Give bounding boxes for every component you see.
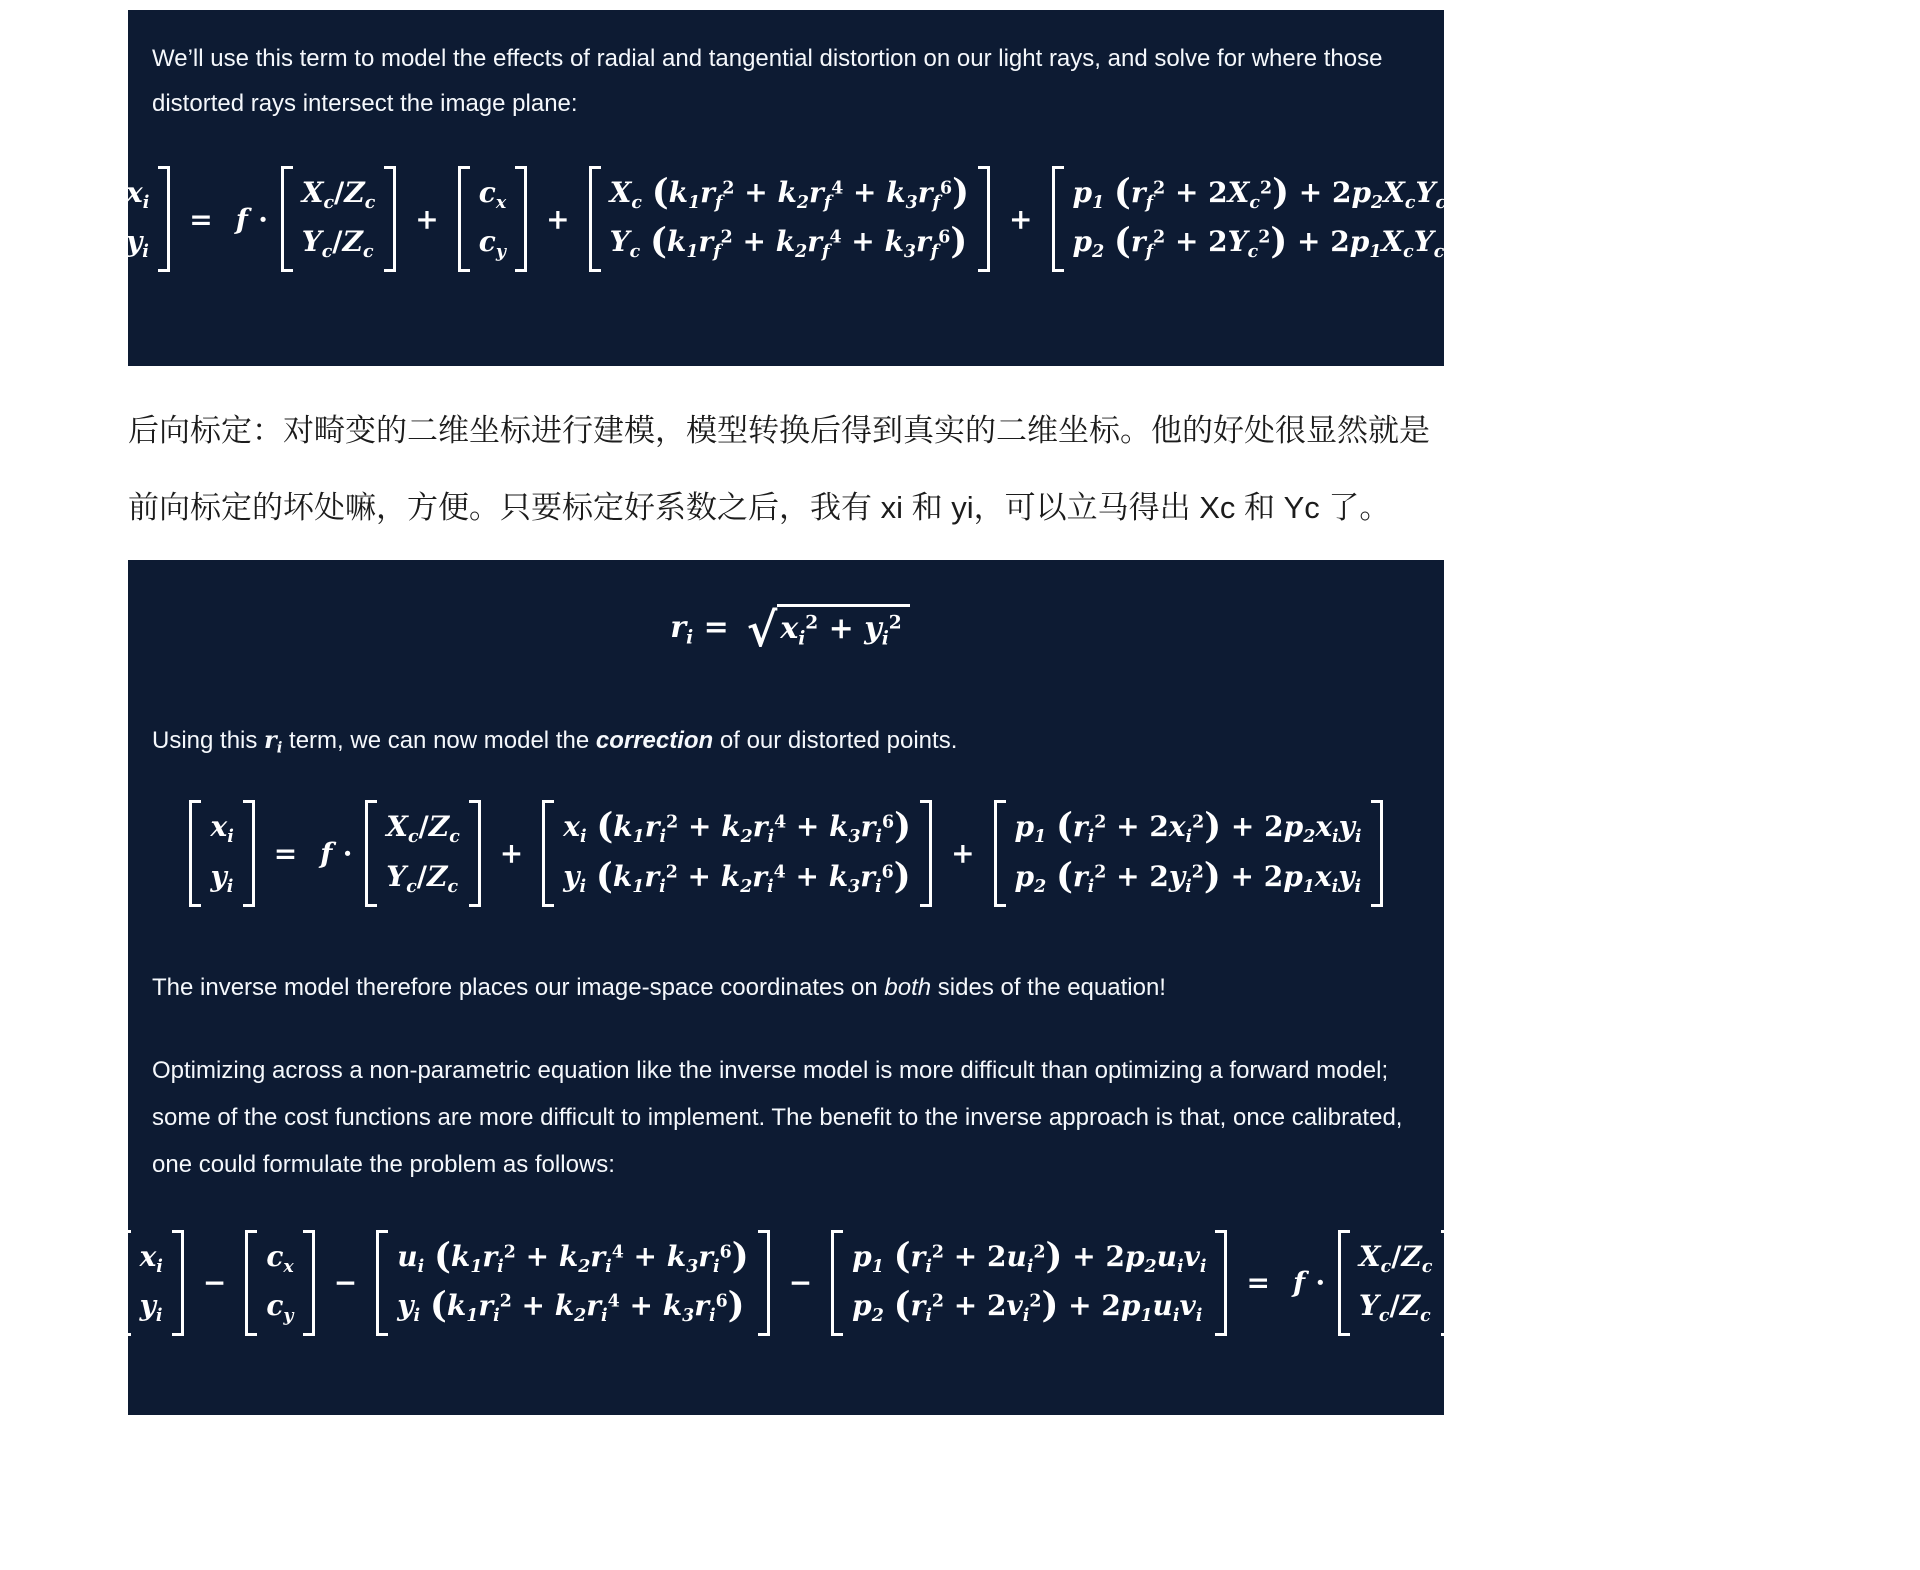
inverse-note-line [152, 971, 1420, 1005]
correction-emphasis: correction [595, 727, 714, 754]
both-italic: both [884, 973, 932, 1001]
inverse-model-panel [128, 560, 1444, 1415]
inverse-note-suffix: sides of the equation! [931, 973, 1166, 1001]
using-line-suffix: of our distorted points. [713, 727, 958, 754]
optimizing-paragraph: Optimizing across a non-parametric equation like the inverse model is more difficult than optimizing a forward model; some of the cost functions are more difficult to implement. The benefit to the inverse approach is that, once calibrated, one could formulate the problem as follows: [152, 1056, 1403, 1178]
using-line-mid: term, we can now model the [282, 727, 596, 754]
radius-term-inline-math: $r_i$ [264, 725, 283, 757]
correction-model-equation: $x_i$ $y_i$ = f ⋅ $X_c/Z_c$ $Y_c/Z_c$ + $x_i$ $(k_1r_i^2 + k_2r_i^4 + k_3r_i^6)$ $y_i$ $(k_1r_i^2 + k_2r_i^4 + k_3r_i^6)$ + $p_1$ $(r_i^2 + 2x_i^2) + 2p_2x_iy_i$ $p_2$ $(r_i^2 + 2y_i^2) + 2p_1x_iy_i$ [152, 800, 1420, 906]
chinese-note-paragraph: 后向标定：对畸变的二维坐标进行建模，模型转换后得到真实的二维坐标。他的好处很显然就是前向标定的坏处嘛，方便。只要标定好系数之后，我有 xi 和 yi，可以立马得出 Xc 和 Yc 了。 [128, 413, 1430, 525]
distortion-intro-panel [125, 10, 1447, 366]
using-line-prefix: Using this [152, 727, 265, 754]
inverse-note-prefix: The inverse model therefore places our image-space coordinates on [152, 973, 885, 1001]
inverse-formulation-equation: $x_i$ $y_i$ − $c_x$ $c_y$ − $u_i$ $(k_1r_i^2 + k_2r_i^4 + k_3r_i^6)$ $y_i$ $(k_1r_i^2 + k_2r_i^4 + k_3r_i^6)$ − $p_1$ $(r_i^2 + 2u_i^2) + 2p_2u_iv_i$ $p_2$ $(r_i^2 + 2v_i^2) + 2p_1u_iv_i$ = f ⋅ $X_c/Z_c$ $Y_c/Z_c$ [152, 1230, 1420, 1336]
distortion-intro-paragraph: We’ll use this term to model the effects of radial and tangential distortion on our light rays, and solve for where those distorted rays intersect the image plane: [152, 45, 1383, 117]
forward-distortion-equation: $x_i$ $y_i$ = f ⋅ $X_c/Z_c$ $Y_c/Z_c$ + $c_x$ $c_y$ + $X_c$ $(k_1r_f^2 + k_2r_f^4 + k_3r_f^6)$ $Y_c$ $(k_1r_f^2 + k_2r_f^4 + k_3r_f^6)$ + $p_1$ $(r_f^2 + 2X_c^2) + 2p_2X_cY_c$ $p_2$ $(r_f^2 + 2Y_c^2) + 2p_1X_cY_c$ [152, 166, 1420, 272]
content-column [125, 10, 1447, 1415]
using-term-line [152, 723, 1420, 764]
radius-definition-equation: $r_i$ = √ $x_i^2 + y_i^2$ [152, 602, 1420, 657]
